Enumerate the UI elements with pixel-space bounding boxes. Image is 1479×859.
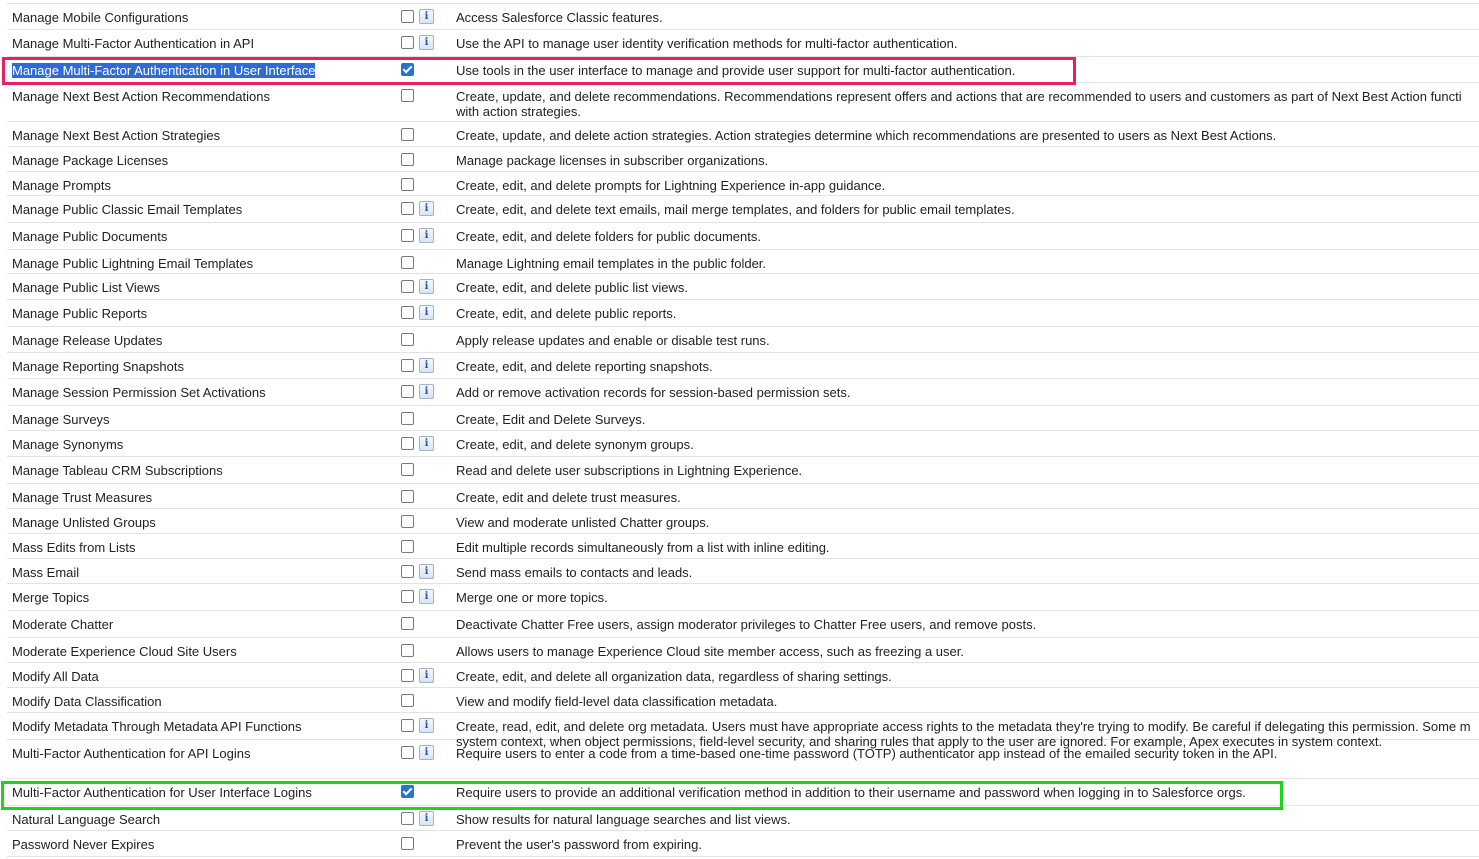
permission-name: Manage Next Best Action Strategies bbox=[12, 128, 221, 143]
info-icon[interactable]: i bbox=[419, 436, 434, 451]
permission-row bbox=[7, 250, 1479, 274]
description-line: Access Salesforce Classic features. bbox=[456, 10, 663, 25]
permission-checkbox[interactable] bbox=[401, 359, 414, 372]
description-line: Allows users to manage Experience Cloud site member access, such as freezing a user. bbox=[456, 644, 964, 659]
permission-checkbox[interactable] bbox=[401, 178, 414, 191]
permission-row bbox=[7, 83, 1479, 122]
permission-checkbox[interactable] bbox=[401, 490, 414, 503]
description-line: Create, read, edit, and delete org metadata. Users must have appropriate access rights to the metadata they're trying to modify. Be careful if delegating this permission. Some m bbox=[456, 719, 1471, 734]
permission-row bbox=[7, 688, 1479, 713]
description-line: Use the API to manage user identity verification methods for multi-factor authentication. bbox=[456, 36, 958, 51]
permission-name: Modify Data Classification bbox=[12, 694, 162, 709]
description-line: Create, edit, and delete public reports. bbox=[456, 306, 677, 321]
description-line: Create, edit and delete trust measures. bbox=[456, 490, 681, 505]
permission-description bbox=[456, 837, 1479, 852]
description-line: View and modify field-level data classification metadata. bbox=[456, 694, 778, 709]
permission-description bbox=[456, 36, 1479, 51]
permission-checkbox[interactable] bbox=[401, 385, 414, 398]
permission-name: Manage Release Updates bbox=[12, 333, 163, 348]
description-line: with action strategies. bbox=[456, 104, 582, 119]
permission-description bbox=[456, 63, 1479, 78]
permission-name: Moderate Experience Cloud Site Users bbox=[12, 644, 237, 659]
permission-checkbox[interactable] bbox=[401, 719, 414, 732]
permission-checkbox[interactable] bbox=[401, 565, 414, 578]
info-icon[interactable]: i bbox=[419, 668, 434, 683]
permission-checkbox[interactable] bbox=[401, 89, 414, 102]
permission-row bbox=[7, 559, 1479, 584]
permission-name: Mass Email bbox=[12, 565, 80, 580]
permission-description bbox=[456, 540, 1479, 555]
permission-row bbox=[7, 584, 1479, 611]
permission-row bbox=[7, 122, 1479, 147]
permission-checkbox[interactable] bbox=[401, 590, 414, 603]
permission-row bbox=[7, 3, 1479, 30]
permission-name: Modify All Data bbox=[12, 669, 99, 684]
description-line: Create, edit, and delete text emails, mail merge templates, and folders for public email templates. bbox=[456, 202, 1015, 217]
permission-row bbox=[7, 274, 1479, 300]
permission-name: Manage Tableau CRM Subscriptions bbox=[12, 463, 223, 478]
description-line: Create, edit, and delete folders for public documents. bbox=[456, 229, 761, 244]
permission-name: Modify Metadata Through Metadata API Functions bbox=[12, 719, 302, 734]
permission-checkbox[interactable] bbox=[401, 437, 414, 450]
permission-description bbox=[456, 229, 1479, 244]
permission-name: Moderate Chatter bbox=[12, 617, 114, 632]
permission-checkbox[interactable] bbox=[401, 746, 414, 759]
description-line: Show results for natural language searches and list views. bbox=[456, 812, 791, 827]
permission-checkbox[interactable] bbox=[401, 694, 414, 707]
permission-description bbox=[456, 617, 1479, 632]
description-line: system context, when object permissions, field-level security, and sharing rules that apply to the user are ignored. For example, Apex executes in system context. bbox=[456, 734, 1383, 749]
description-line: Apply release updates and enable or disable test runs. bbox=[456, 333, 770, 348]
permission-description bbox=[456, 333, 1479, 348]
permission-row bbox=[7, 638, 1479, 663]
info-icon[interactable]: i bbox=[419, 811, 434, 826]
permission-description bbox=[456, 89, 1479, 119]
permission-checkbox[interactable] bbox=[401, 412, 414, 425]
permission-description bbox=[456, 256, 1479, 271]
permission-description bbox=[456, 669, 1479, 684]
permission-row bbox=[7, 534, 1479, 559]
permission-name: Manage Multi-Factor Authentication in User Interface bbox=[12, 63, 316, 78]
permission-description bbox=[456, 515, 1479, 530]
info-icon[interactable]: i bbox=[419, 358, 434, 373]
permission-name: Natural Language Search bbox=[12, 812, 161, 827]
description-line: Create, edit, and delete reporting snapshots. bbox=[456, 359, 713, 374]
description-line: Prevent the user's password from expiring. bbox=[456, 837, 702, 852]
permission-name: Manage Multi-Factor Authentication in API bbox=[12, 36, 255, 51]
description-line: Create, update, and delete recommendations. Recommendations represent offers and actions that are recommended to users and customers as part of Next Best Action functi bbox=[456, 89, 1462, 104]
permission-checkbox[interactable] bbox=[401, 128, 414, 141]
permission-row bbox=[7, 713, 1479, 749]
permission-checkbox[interactable] bbox=[401, 669, 414, 682]
permission-description bbox=[456, 463, 1479, 478]
permission-description bbox=[456, 590, 1479, 605]
description-line: Create, edit, and delete synonym groups. bbox=[456, 437, 694, 452]
description-line: Send mass emails to contacts and leads. bbox=[456, 565, 693, 580]
description-line: View and moderate unlisted Chatter groups. bbox=[456, 515, 710, 530]
permission-description bbox=[456, 565, 1479, 580]
permission-row bbox=[7, 353, 1479, 379]
permission-row bbox=[7, 327, 1479, 353]
info-icon[interactable]: i bbox=[419, 305, 434, 320]
info-icon[interactable]: i bbox=[419, 35, 434, 50]
permission-name: Multi-Factor Authentication for API Logins bbox=[12, 746, 251, 761]
description-line: Manage Lightning email templates in the public folder. bbox=[456, 256, 767, 271]
info-icon[interactable]: i bbox=[419, 745, 434, 760]
permission-description bbox=[456, 280, 1479, 295]
permission-checkbox[interactable] bbox=[401, 229, 414, 242]
permission-row bbox=[7, 30, 1479, 57]
permission-row bbox=[7, 509, 1479, 534]
permission-checkbox[interactable] bbox=[401, 63, 414, 76]
permission-checkbox[interactable] bbox=[401, 202, 414, 215]
permission-checkbox[interactable] bbox=[401, 644, 414, 657]
permission-row bbox=[7, 663, 1479, 688]
permission-row bbox=[7, 172, 1479, 196]
permission-checkbox[interactable] bbox=[401, 617, 414, 630]
permission-name: Merge Topics bbox=[12, 590, 90, 605]
permission-name: Manage Public Reports bbox=[12, 306, 148, 321]
permission-description bbox=[456, 128, 1479, 143]
description-line: Use tools in the user interface to manage and provide user support for multi-factor authentication. bbox=[456, 63, 1016, 78]
permission-description bbox=[456, 812, 1479, 827]
permission-name: Manage Session Permission Set Activations bbox=[12, 385, 266, 400]
info-icon[interactable]: i bbox=[419, 201, 434, 216]
permission-checkbox[interactable] bbox=[401, 153, 414, 166]
permission-description bbox=[456, 746, 1479, 761]
permission-description bbox=[456, 785, 1479, 800]
info-icon[interactable]: i bbox=[419, 9, 434, 24]
permission-description bbox=[456, 359, 1479, 374]
permission-checkbox[interactable] bbox=[401, 515, 414, 528]
permission-name: Manage Next Best Action Recommendations bbox=[12, 89, 270, 104]
description-line: Create, edit, and delete all organization data, regardless of sharing settings. bbox=[456, 669, 892, 684]
description-line: Create, Edit and Delete Surveys. bbox=[456, 412, 646, 427]
permission-row bbox=[7, 57, 1479, 83]
description-line: Manage package licenses in subscriber organizations. bbox=[456, 153, 769, 168]
permission-name: Manage Public Lightning Email Templates bbox=[12, 256, 254, 271]
description-line: Require users to enter a code from a time-based one-time password (TOTP) authenticator app instead of the emailed security token in the API. bbox=[456, 746, 1278, 761]
permission-checkbox[interactable] bbox=[401, 306, 414, 319]
permission-row bbox=[7, 611, 1479, 638]
permission-checkbox[interactable] bbox=[401, 10, 414, 23]
description-line: Require users to provide an additional verification method in addition to their username and password when logging in to Salesforce orgs. bbox=[456, 785, 1246, 800]
permission-checkbox[interactable] bbox=[401, 785, 414, 798]
permission-row bbox=[7, 147, 1479, 172]
description-line: Merge one or more topics. bbox=[456, 590, 608, 605]
permission-row bbox=[7, 779, 1479, 806]
permission-checkbox[interactable] bbox=[401, 812, 414, 825]
permission-checkbox[interactable] bbox=[401, 256, 414, 269]
permission-checkbox[interactable] bbox=[401, 280, 414, 293]
permission-name: Manage Surveys bbox=[12, 412, 110, 427]
permission-name: Manage Public Documents bbox=[12, 229, 168, 244]
description-line: Read and delete user subscriptions in Lightning Experience. bbox=[456, 463, 803, 478]
permission-row bbox=[7, 300, 1479, 327]
permission-row bbox=[7, 484, 1479, 509]
permission-description bbox=[456, 412, 1479, 427]
permission-description bbox=[456, 10, 1479, 25]
permission-name: Manage Package Licenses bbox=[12, 153, 169, 168]
description-line: Create, update, and delete action strategies. Action strategies determine which recommendations are presented to users as Next Best Actions. bbox=[456, 128, 1277, 143]
info-icon[interactable]: i bbox=[419, 718, 434, 733]
permission-description bbox=[456, 437, 1479, 452]
permission-description bbox=[456, 644, 1479, 659]
permissions-table bbox=[7, 3, 1479, 857]
description-line: Add or remove activation records for session-based permission sets. bbox=[456, 385, 851, 400]
permission-name: Manage Public Classic Email Templates bbox=[12, 202, 243, 217]
permission-row bbox=[7, 379, 1479, 406]
permission-name: Mass Edits from Lists bbox=[12, 540, 136, 555]
permission-description bbox=[456, 385, 1479, 400]
permission-checkbox[interactable] bbox=[401, 333, 414, 346]
description-line: Create, edit, and delete prompts for Lightning Experience in-app guidance. bbox=[456, 178, 886, 193]
permission-description bbox=[456, 153, 1479, 168]
permission-description bbox=[456, 490, 1479, 505]
permission-checkbox[interactable] bbox=[401, 540, 414, 553]
permission-name: Multi-Factor Authentication for User Interface Logins bbox=[12, 785, 312, 800]
info-icon[interactable]: i bbox=[419, 589, 434, 604]
permission-name: Manage Public List Views bbox=[12, 280, 160, 295]
permission-name: Manage Trust Measures bbox=[12, 490, 153, 505]
description-line: Create, edit, and delete public list views. bbox=[456, 280, 688, 295]
permission-row bbox=[7, 806, 1479, 831]
permission-checkbox[interactable] bbox=[401, 837, 414, 850]
description-line: Deactivate Chatter Free users, assign moderator privileges to Chatter Free users, and remove posts. bbox=[456, 617, 1037, 632]
permission-row bbox=[7, 431, 1479, 457]
permission-row bbox=[7, 457, 1479, 484]
info-icon[interactable]: i bbox=[419, 564, 434, 579]
permission-checkbox[interactable] bbox=[401, 463, 414, 476]
permission-name: Manage Mobile Configurations bbox=[12, 10, 189, 25]
permission-name: Manage Prompts bbox=[12, 178, 111, 193]
permission-row bbox=[7, 223, 1479, 250]
permission-checkbox[interactable] bbox=[401, 36, 414, 49]
permission-description bbox=[456, 178, 1479, 193]
info-icon[interactable]: i bbox=[419, 279, 434, 294]
permission-row bbox=[7, 740, 1479, 779]
permission-description bbox=[456, 694, 1479, 709]
permission-name: Manage Unlisted Groups bbox=[12, 515, 156, 530]
info-icon[interactable]: i bbox=[419, 228, 434, 243]
permission-name: Manage Synonyms bbox=[12, 437, 124, 452]
permission-name: Manage Reporting Snapshots bbox=[12, 359, 185, 374]
description-line: Edit multiple records simultaneously from a list with inline editing. bbox=[456, 540, 830, 555]
permission-row bbox=[7, 196, 1479, 223]
info-icon[interactable]: i bbox=[419, 384, 434, 399]
permission-name: Password Never Expires bbox=[12, 837, 155, 852]
permission-row bbox=[7, 831, 1479, 857]
permission-description bbox=[456, 306, 1479, 321]
permission-row bbox=[7, 406, 1479, 431]
permission-description bbox=[456, 202, 1479, 217]
